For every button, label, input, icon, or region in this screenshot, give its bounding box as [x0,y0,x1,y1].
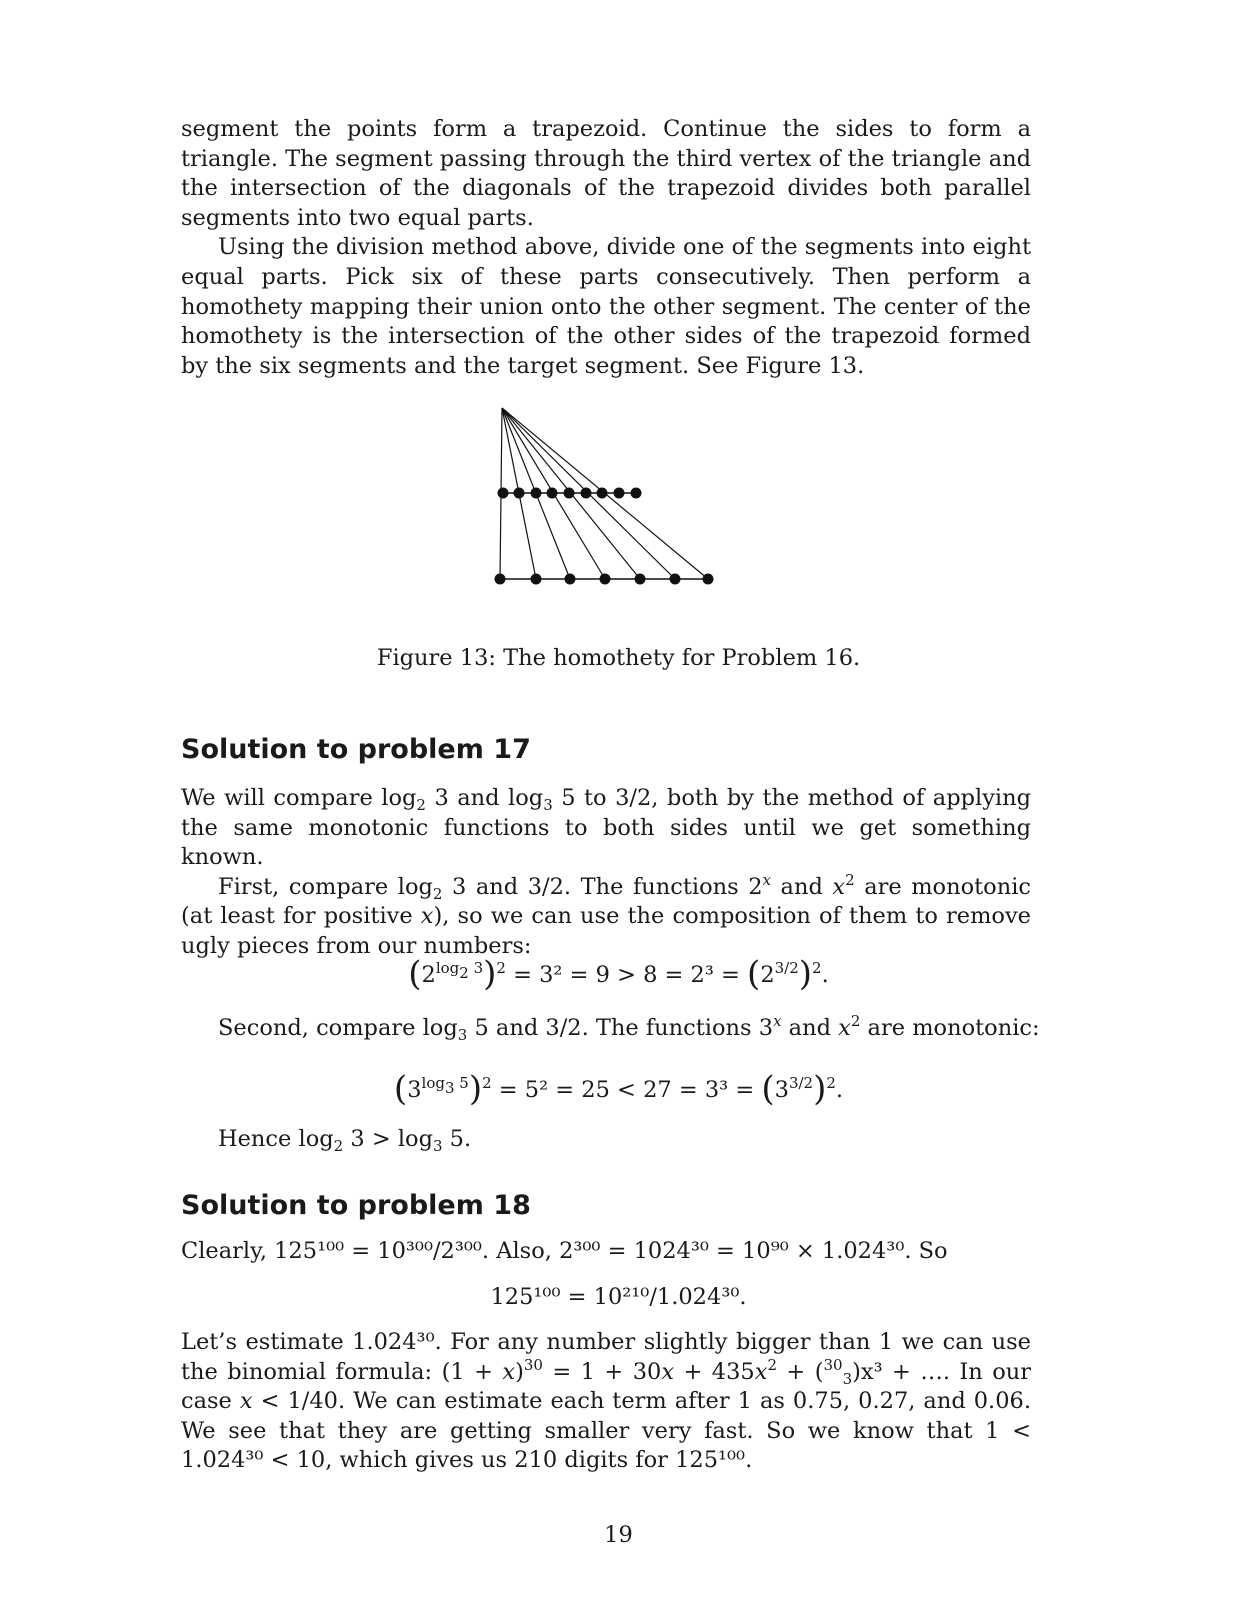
intro-paragraph-2: Using the division method above, divide one of the segments into eight equal parts. Pick six of these parts consecutively. Then perform a homothety mapping their union onto the other segment. The center of the homothety is the intersection of the other sides of the trapezoid formed by the six segments and the target segment. See Figure 13. [181,234,1031,379]
upper-division-point [547,488,558,499]
sol17-paragraph-2: First, compare $\log_2 3$ and 3/2. The functions 2$^x$ and $x^2$ are monotonic (at least for positive x), so we can use the composition of them to remove ugly pieces from our numbers: [181,870,1032,959]
intro-paragraph-1: segment the points form a trapezoid. Continue the sides to form a triangle. The segment passing through the third vertex of the triangle and the intersection of the diagonals of the trapezoid divides both parallel segments into two equal parts. [181,116,1031,231]
section-heading-17: Solution to problem 17 [181,734,531,765]
upper-division-point [564,488,575,499]
upper-division-point [631,488,642,499]
sol18-paragraph [181,1328,1031,1476]
sol17-paragraph-1: We will compare $\log_2 3$ and $\log_3 5$ to 3/2, both by the method of applying the same monotonic functions to both sides until we get something known. [181,785,1031,871]
upper-division-point [597,488,608,499]
lower-image-point [600,574,611,585]
upper-division-point [581,488,592,499]
lower-image-point [565,574,576,585]
sol17-conclusion: Hence $\log_2 3 > \log_3 5$. [218,1126,472,1155]
section-heading-18: Solution to problem 18 [181,1190,531,1221]
sol18-equation: 125¹⁰⁰ = 10²¹⁰/1.024³⁰. [490,1284,747,1310]
upper-division-point [498,488,509,499]
lower-image-point [531,574,542,585]
upper-division-point [614,488,625,499]
sol18-paragraph-text: Let’s estimate 1.024³⁰. For any number slightly bigger than 1 we can use the binomial formula: $(1 + x)^{30} = 1 + 30x + 435x^2 + (^{30}_3)x^3$ + …. In our case x < 1/40. We can estimate each term after 1 as 0.75, 0.27, and 0.06. We see that they are getting smaller very fast. So we know that 1 < 1.024³⁰ < 10, which gives us 210 digits for 125¹⁰⁰. [181,1329,1032,1474]
sol17-line-2: Second, compare $\log_3 5$ and 3/2. The functions 3$^x$ and $x^2$ are monotonic: [218,1012,1040,1044]
lower-image-point [703,574,714,585]
equation-2: $(3^{log_3 5})^2 = 5^2 = 25 < 27 = 3^3 = (3^{3/2})^2$. [393,1069,844,1109]
page-number: 19 [604,1522,633,1548]
figure-13-homothety [480,400,740,600]
equation-1: $(2^{log_2 3})^2 = 3^2 = 9 > 8 = 2^3 = (2^{3/2})^2$. [408,954,829,994]
upper-division-point [514,488,525,499]
sol18-line-1: Clearly, 125¹⁰⁰ = 10³⁰⁰/2³⁰⁰. Also, 2³⁰⁰ = 1024³⁰ = 10⁹⁰ × 1.024³⁰. So [181,1238,948,1264]
figure-caption: Figure 13: The homothety for Problem 16. [376,645,861,671]
upper-division-point [531,488,542,499]
lower-image-point [635,574,646,585]
lower-image-point [670,574,681,585]
sol17-text [181,784,1031,962]
intro-text [181,115,1031,381]
lower-image-point [495,574,506,585]
